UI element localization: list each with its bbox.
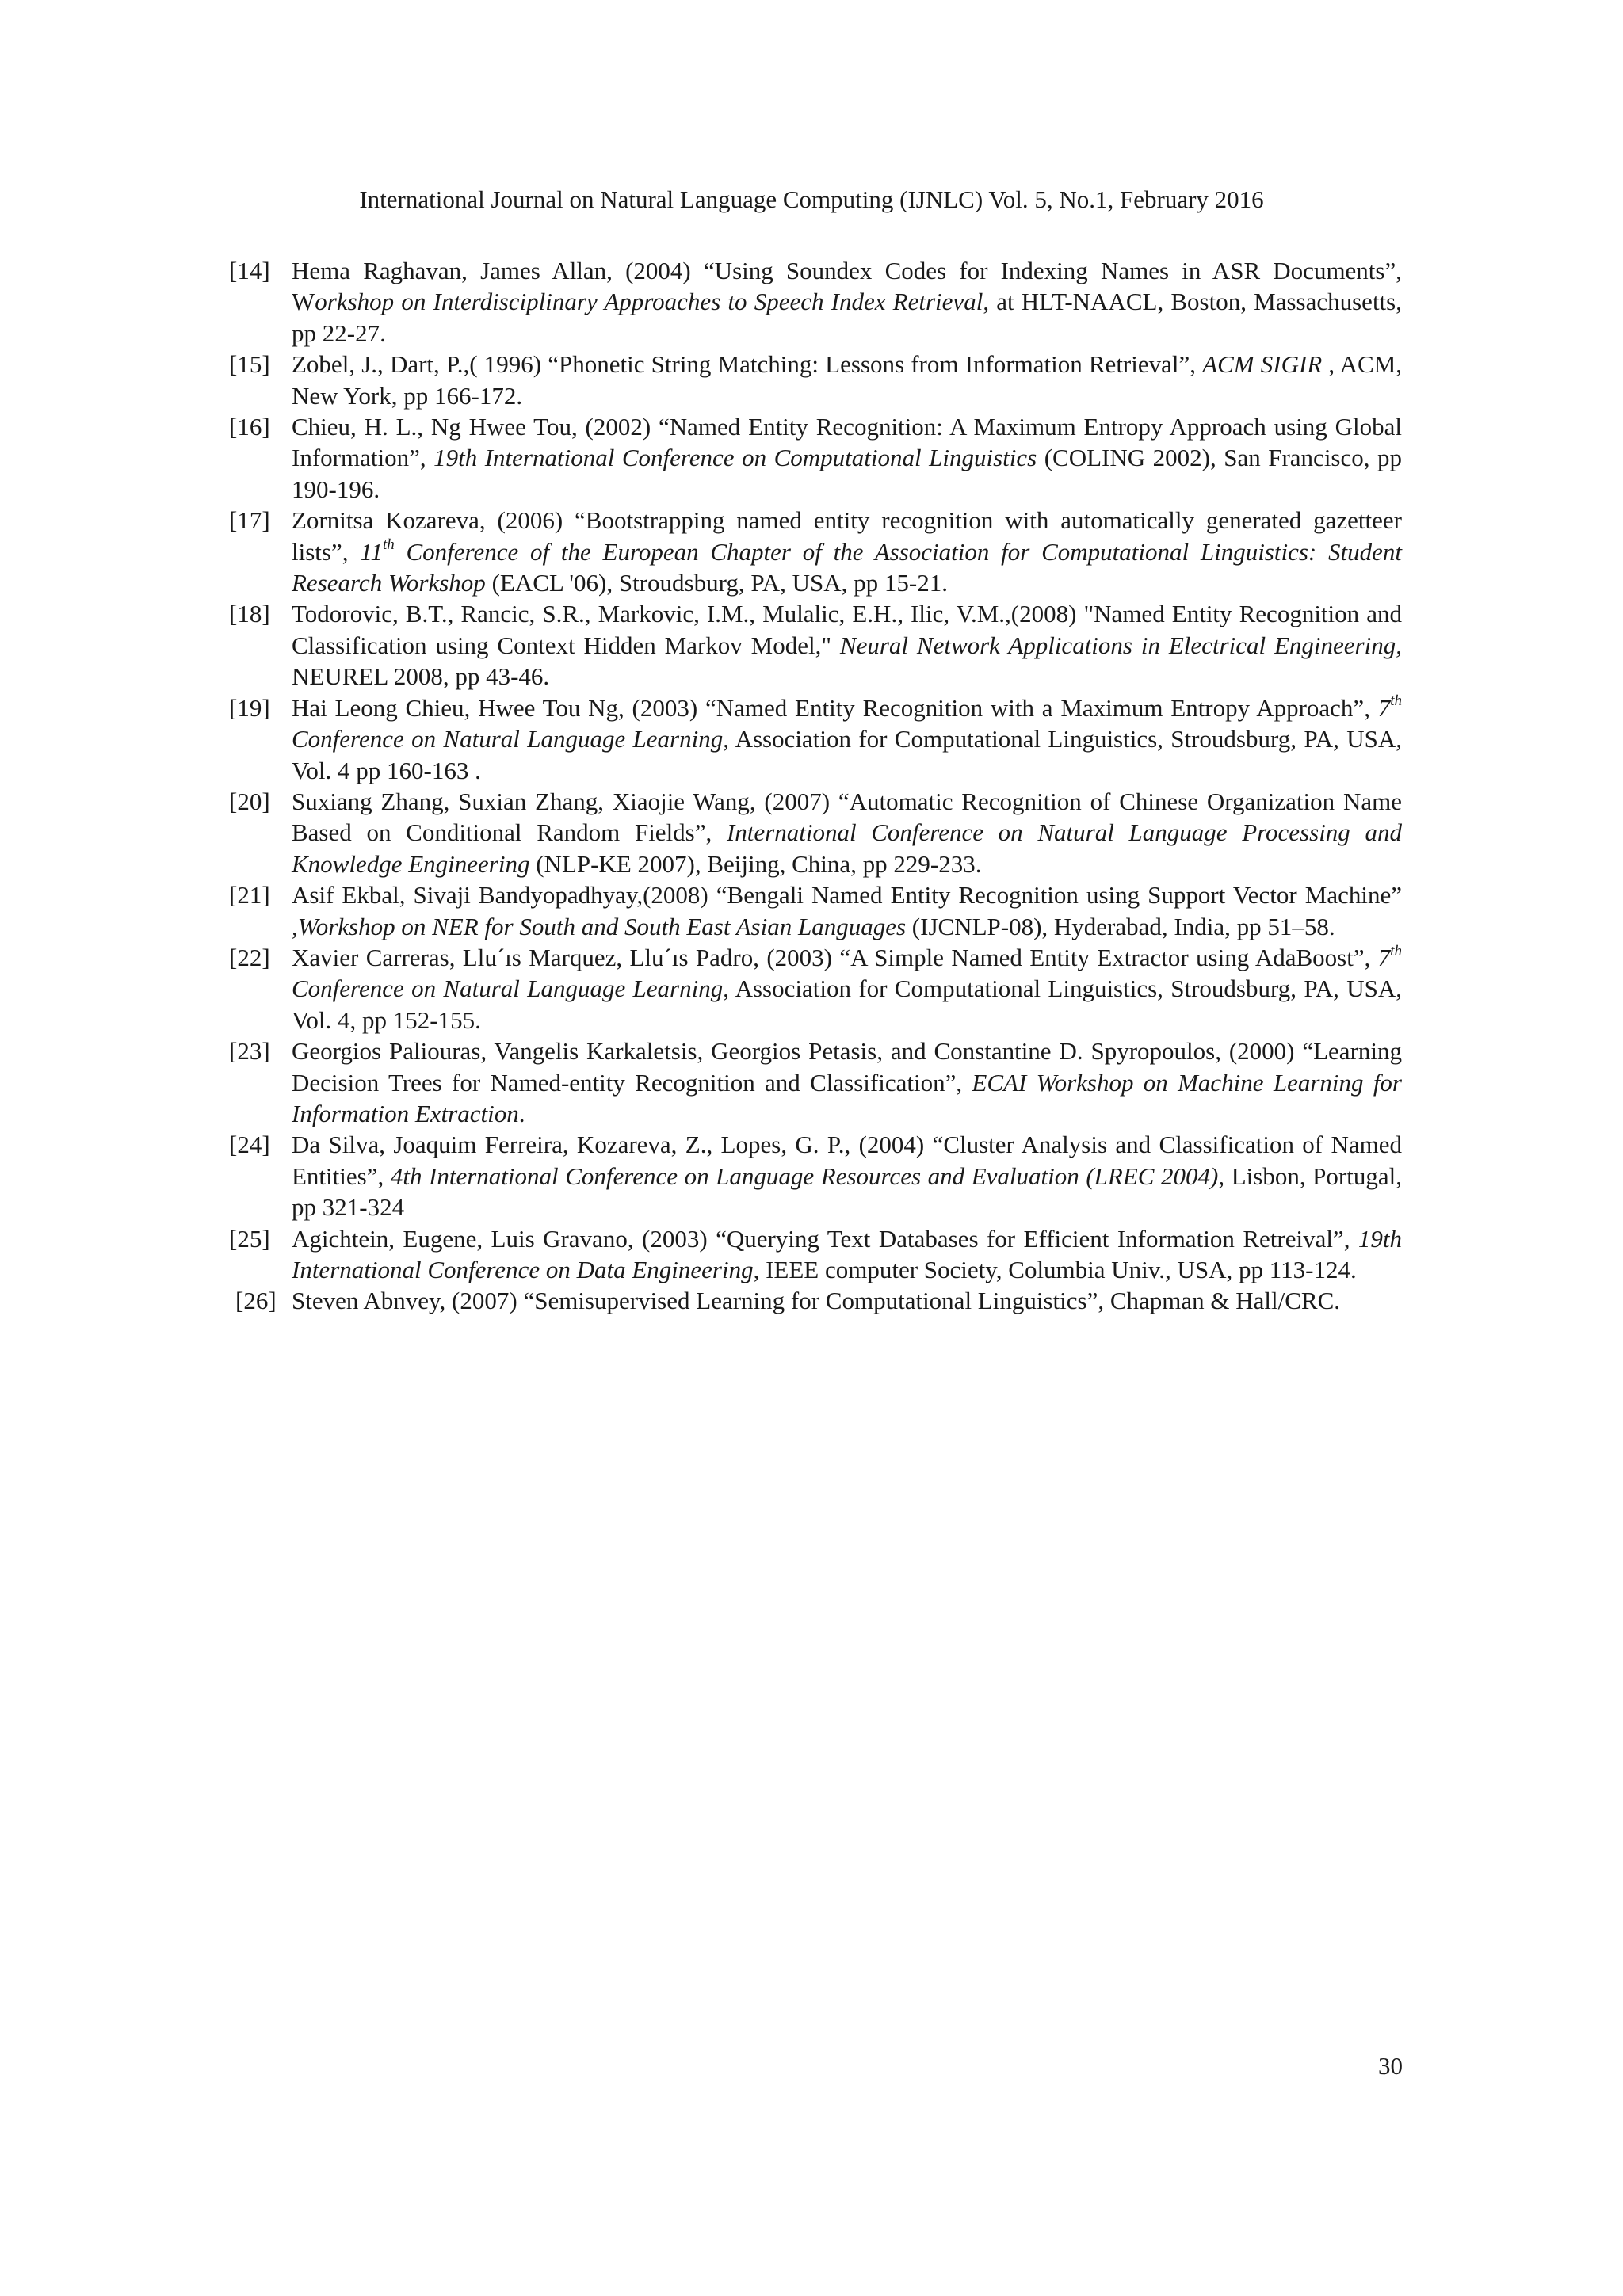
reference-list <box>229 255 1402 1317</box>
reference-segment: Xavier Carreras, Llu´ıs Marquez, Llu´ıs Padro, (2003) “A Simple Named Entity Extractor using AdaBoost”, <box>292 943 1378 971</box>
reference-segment: Hai Leong Chieu, Hwee Tou Ng, (2003) “Named Entity Recognition with a Maximum Entropy Approach”, <box>292 693 1378 722</box>
reference-item <box>229 786 1402 879</box>
italic-text: 19th International Conference on Computational Linguistics <box>433 444 1037 472</box>
reference-segment: Todorovic, B.T., Rancic, S.R., Markovic, I.M., Mulalic, E.H., Ilic, V.M.,(2008) "Named Entity Recognition and Classification using Context Hidden Markov Model," <box>292 600 1402 659</box>
italic-text: orkshop on Interdisciplinary Approaches to Speech Index Retrieval <box>315 288 983 316</box>
italic-text: Neural Network Applications in Electrical Engineering, <box>839 631 1402 659</box>
reference-segment: Suxiang Zhang, Suxian Zhang, Xiaojie Wang, (2007) “Automatic Recognition of Chinese Organization Name Based on Conditional Random Fields”, <box>292 787 1402 847</box>
reference-text <box>292 350 1402 409</box>
italic-text: 11 <box>360 537 383 566</box>
italic-text: ECAI Workshop on Machine Learning for Information Extraction <box>292 1068 1402 1127</box>
reference-segment: Chieu, H. L., Ng Hwee Tou, (2002) “Named Entity Recognition: A Maximum Entropy Approach using Global Information”, <box>292 413 1402 472</box>
reference-number: [26] <box>235 1287 277 1315</box>
italic-text: 7 <box>1377 943 1391 971</box>
reference-number: [23] <box>229 1037 270 1066</box>
reference-text <box>292 257 1402 347</box>
reference-segment: (IJCNLP-08), Hyderabad, India, pp 51–58. <box>906 912 1335 940</box>
reference-item <box>229 1285 1402 1316</box>
reference-item <box>229 692 1402 786</box>
page-number: 30 <box>1378 2052 1403 2080</box>
reference-text <box>292 694 1402 784</box>
reference-item <box>229 879 1402 942</box>
reference-text <box>292 1287 1340 1314</box>
reference-number: [22] <box>229 943 270 971</box>
reference-number: [16] <box>229 413 270 441</box>
italic-text: 4th International Conference on Language Resources and Evaluation (LREC 2004), <box>390 1161 1225 1190</box>
reference-segment: NEUREL 2008, pp 43-46. <box>292 662 550 691</box>
reference-segment: , Association for Computational Linguistics, Stroudsburg, PA, USA, Vol. 4 pp 160-163 . <box>292 725 1402 784</box>
italic-text: ,Workshop on NER for South and South East Asian Languages <box>292 912 907 940</box>
reference-item <box>229 505 1402 598</box>
reference-text <box>292 1131 1402 1221</box>
italic-text: Conference on Natural Language Learning <box>292 974 724 1003</box>
reference-item <box>229 1129 1402 1222</box>
reference-text <box>292 944 1402 1034</box>
superscript-text: th <box>1390 942 1402 959</box>
reference-segment: (COLING 2002), San Francisco, pp 190-196. <box>292 444 1403 503</box>
reference-segment: Georgios Paliouras, Vangelis Karkaletsis, Georgios Petasis, and Constantine D. Spyropoulos, (2000) “Learning Decision Trees for Named-entity Recognition and Classification”, <box>292 1037 1402 1097</box>
reference-number: [18] <box>229 600 270 628</box>
reference-text <box>292 600 1402 690</box>
reference-number: [14] <box>229 257 270 284</box>
reference-number: [15] <box>229 350 270 379</box>
italic-text: 19th International Conference on Data Engineering <box>292 1224 1402 1283</box>
reference-text <box>292 881 1402 940</box>
reference-segment: Steven Abnvey, (2007) “Semisupervised Learning for Computational Linguistics”, Chapman & Hall/CRC. <box>292 1287 1341 1315</box>
reference-item <box>229 411 1402 505</box>
reference-text <box>292 413 1402 503</box>
reference-text <box>292 1037 1402 1127</box>
reference-item <box>229 598 1402 692</box>
running-header: International Journal on Natural Language Computing (IJNLC) Vol. 5, No.1, February 2016 <box>359 185 1264 213</box>
reference-segment: . <box>518 1099 525 1127</box>
superscript-text: th <box>1390 692 1402 710</box>
reference-segment: , Association for Computational Linguistics, Stroudsburg, PA, USA, Vol. 4, pp 152-155. <box>292 974 1402 1034</box>
reference-number: [21] <box>229 881 270 910</box>
reference-segment: Zornitsa Kozareva, (2006) “Bootstrapping named entity recognition with automatically generated gazetteer lists”, <box>292 506 1402 566</box>
reference-segment: (NLP-KE 2007), Beijing, China, pp 229-233. <box>529 849 982 878</box>
reference-segment: Hema Raghavan, James Allan, (2004) “Using Soundex Codes for Indexing Names in ASR Documents”, W <box>292 257 1402 316</box>
italic-text: Conference on Natural Language Learning <box>292 725 724 753</box>
reference-item <box>229 1035 1402 1129</box>
reference-item <box>229 1223 1402 1286</box>
reference-item <box>229 942 1402 1035</box>
reference-number: [20] <box>229 787 270 815</box>
reference-segment: (EACL '06), Stroudsburg, PA, USA, pp 15-21. <box>485 569 948 597</box>
reference-text <box>292 788 1402 878</box>
reference-number: [24] <box>229 1131 270 1159</box>
reference-number: [19] <box>229 693 270 722</box>
reference-segment: Lisbon, Portugal, pp 321-324 <box>292 1161 1402 1222</box>
reference-segment: , at HLT-NAACL, Boston, Massachusetts, pp 22-27. <box>292 288 1402 347</box>
reference-text <box>292 1225 1402 1283</box>
reference-number: [25] <box>229 1224 270 1253</box>
italic-text: 7 <box>1377 693 1391 722</box>
reference-segment: , IEEE computer Society, Columbia Univ., USA, pp 113-124. <box>753 1256 1357 1283</box>
reference-item <box>229 255 1402 349</box>
reference-segment: Da Silva, Joaquim Ferreira, Kozareva, Z., Lopes, G. P., (2004) “Cluster Analysis and Classification of Named Entities”, <box>292 1131 1402 1190</box>
italic-text: Conference of the European Chapter of the Association for Computational Linguistics: Student Research Workshop <box>292 537 1402 597</box>
reference-text <box>292 506 1402 597</box>
reference-number: [17] <box>229 506 270 535</box>
reference-segment: Zobel, J., Dart, P.,( 1996) “Phonetic String Matching: Lessons from Information Retrieval”, <box>292 350 1203 379</box>
reference-segment: Asif Ekbal, Sivaji Bandyopadhyay,(2008) “Bengali Named Entity Recognition using Support Vector Machine” <box>292 881 1402 910</box>
reference-segment: Agichtein, Eugene, Luis Gravano, (2003) “Querying Text Databases for Efficient Information Retreival”, <box>292 1224 1358 1253</box>
italic-text: ACM SIGIR <box>1202 350 1323 379</box>
reference-item <box>229 349 1402 411</box>
italic-text: International Conference on Natural Language Processing and Knowledge Engineering <box>292 818 1402 878</box>
superscript-text: th <box>382 536 395 554</box>
reference-segment: , ACM, New York, pp 166-172. <box>292 350 1403 410</box>
